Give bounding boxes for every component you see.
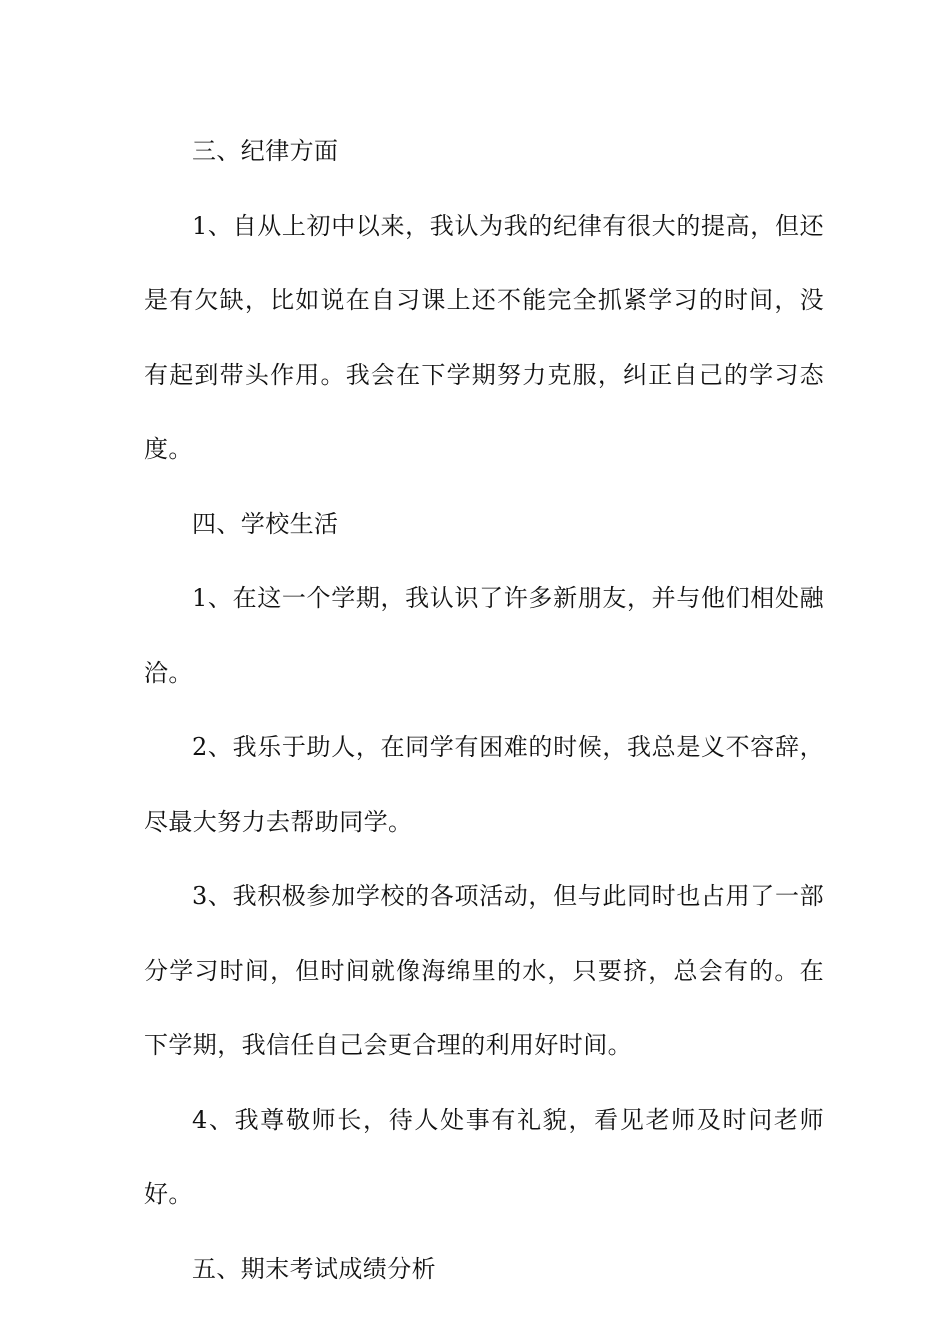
paragraph-school-life-1: 1、在这一个学期，我认识了许多新朋友，并与他们相处融洽。 <box>144 584 824 687</box>
paragraph-school-life-2: 2、我乐于助人，在同学有困难的时候，我总是义不容辞，尽最大努力去帮助同学。 <box>144 733 824 836</box>
paragraph-school-life-4: 4、我尊敬师长，待人处事有礼貌，看见老师及时问老师好。 <box>144 1105 824 1208</box>
section-heading-exam-analysis: 五、期末考试成绩分析 <box>192 1254 436 1283</box>
document-body <box>144 114 824 1306</box>
section-heading-discipline: 三、纪律方面 <box>192 137 339 165</box>
paragraph-discipline-1: 1、自从上初中以来，我认为我的纪律有很大的提高，但还是有欠缺，比如说在自习课上还不能完全抓紧学习的时间，没有起到带头作用。我会在下学期努力克服，纠正自己的学习态度。 <box>144 211 824 463</box>
section-heading-school-life: 四、学校生活 <box>192 509 339 538</box>
paragraph-school-life-3: 3、我积极参加学校的各项活动，但与此同时也占用了一部分学习时间，但时间就像海绵里的水，只要挤，总会有的。在下学期，我信任自己会更合理的利用好时间。 <box>144 882 824 1059</box>
